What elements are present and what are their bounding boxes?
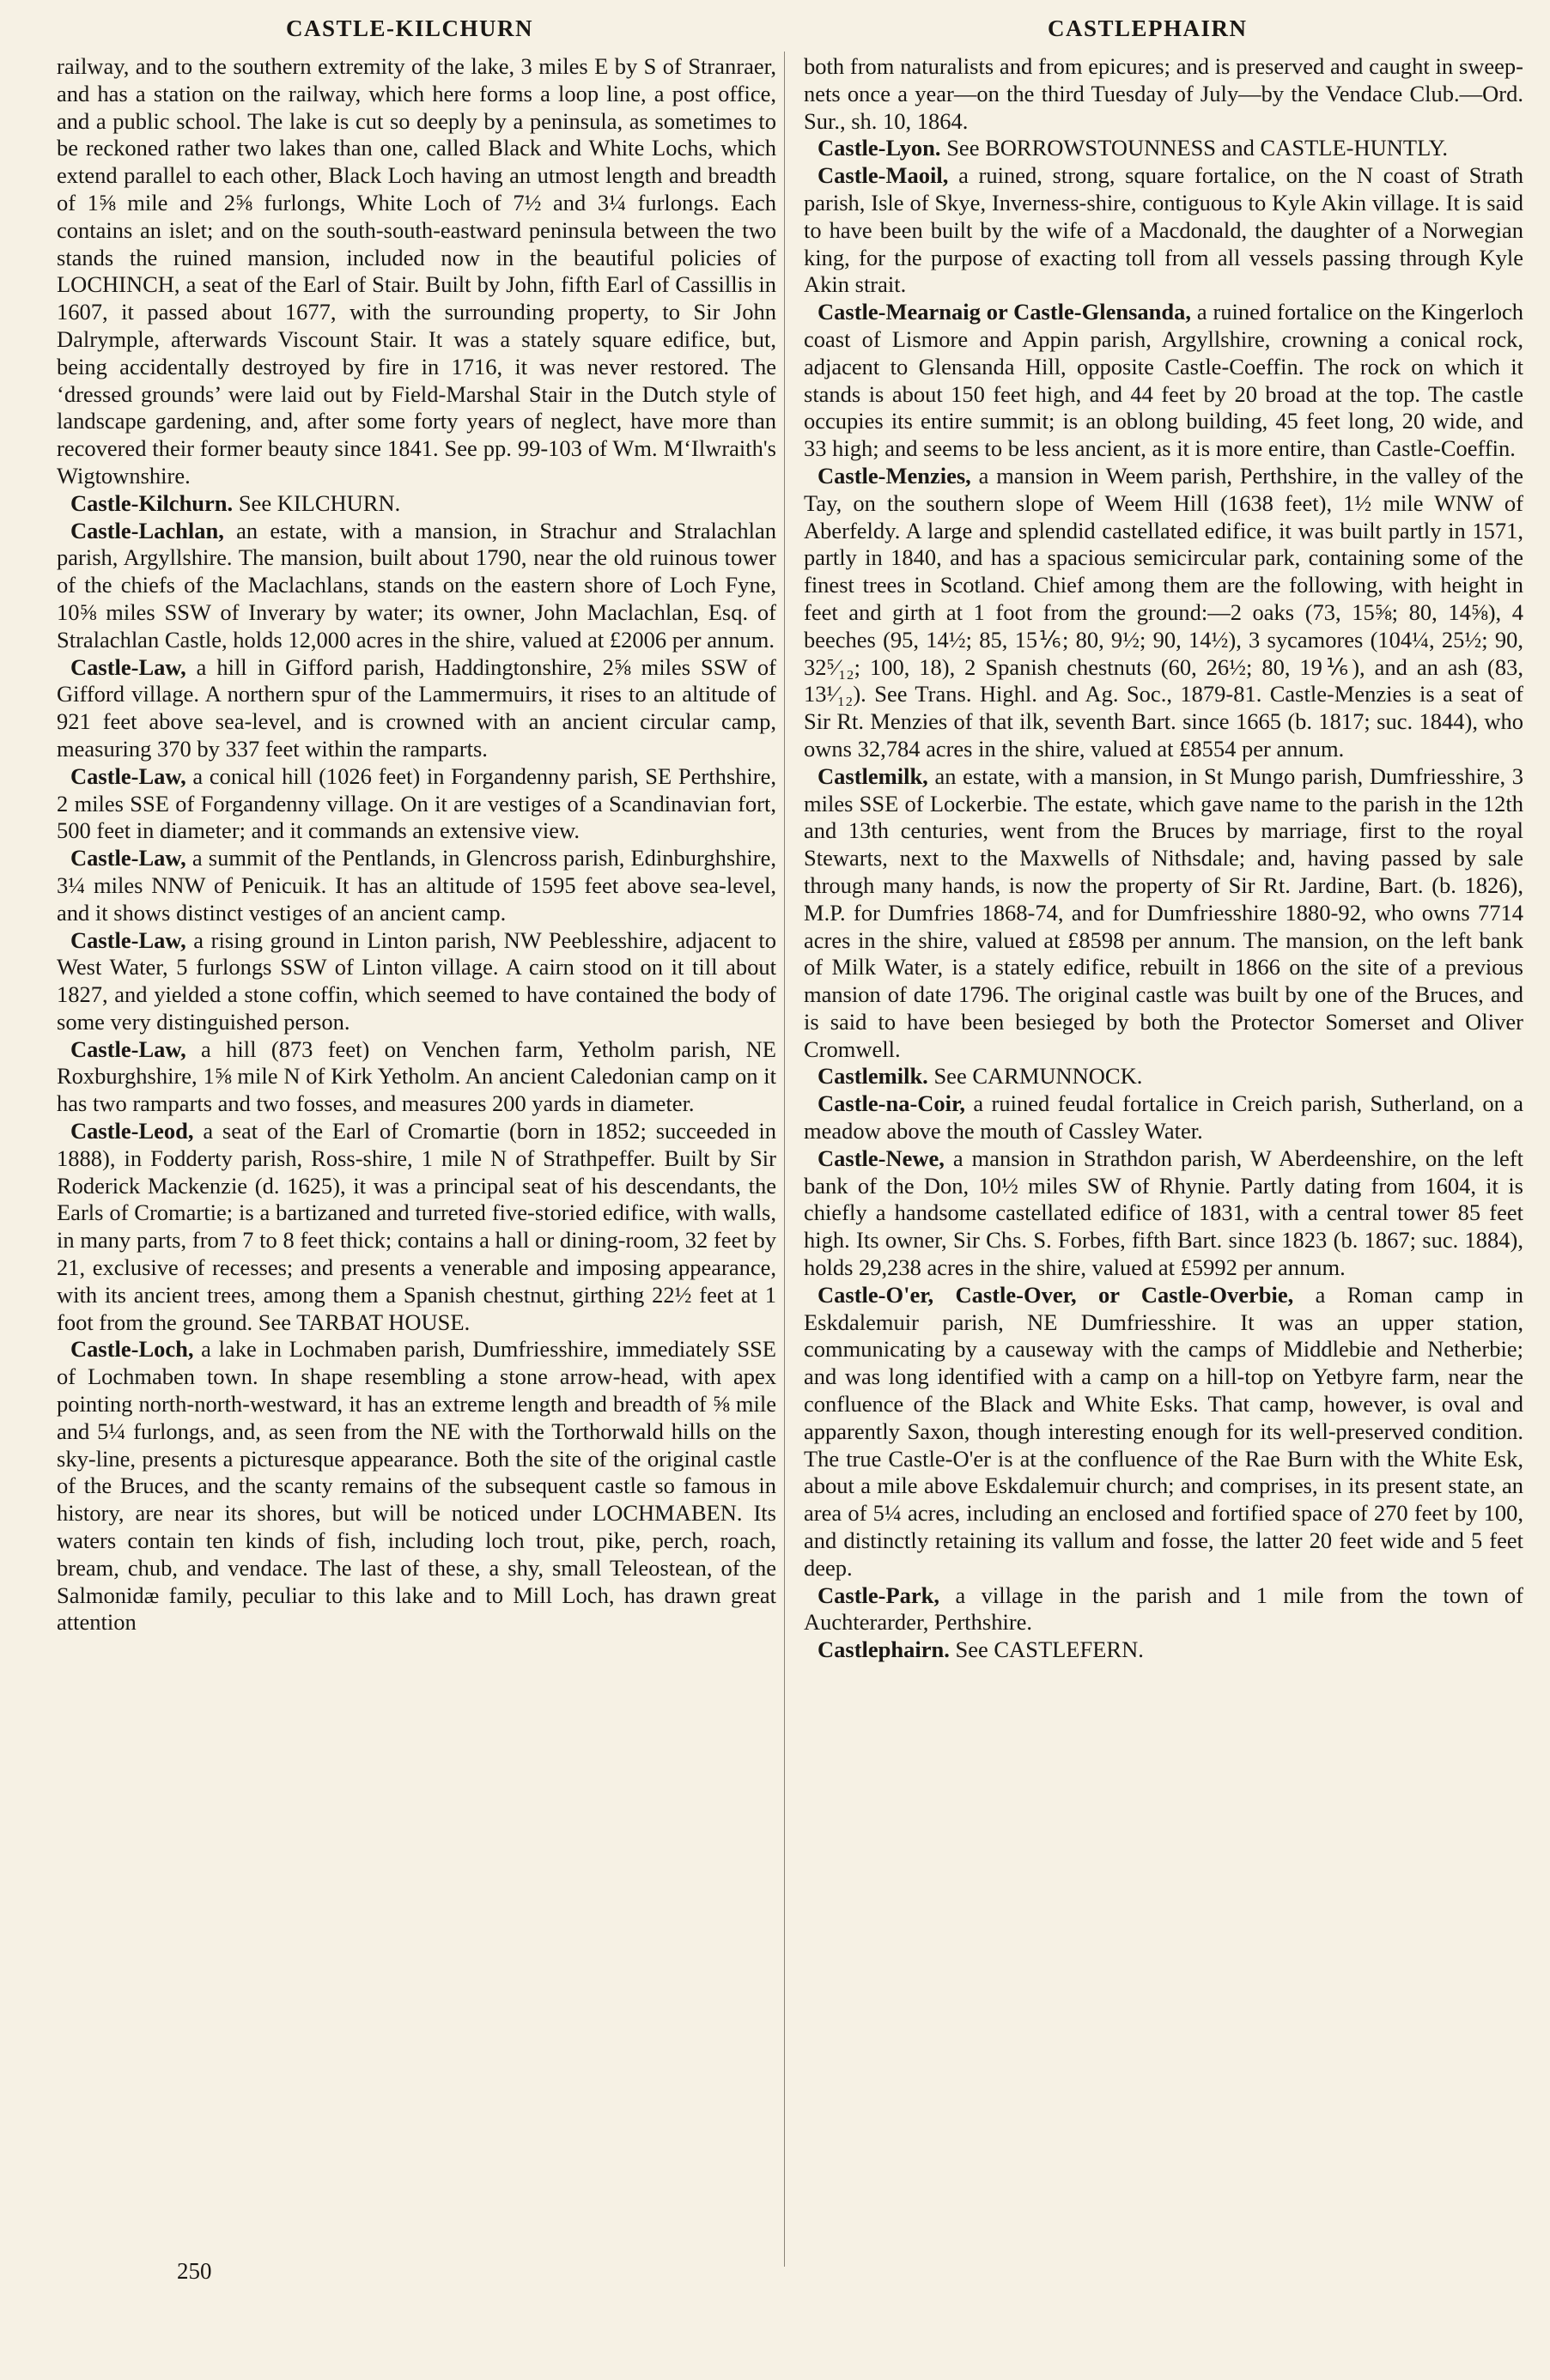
entry-term: Castle-Law, — [70, 845, 186, 871]
entry-paragraph — [804, 299, 1523, 463]
entry-text: a conical hill (1026 feet) in Forgandenny parish, SE Perthshire, 2 miles SSE of Forgandenny village. On it are vestiges of a Scandinavian fort, 500 feet in diameter; and it commands an extensive view. — [57, 762, 777, 844]
left-column — [57, 53, 776, 2286]
entry-term: Castlemilk. — [818, 1063, 928, 1090]
entry-paragraph — [57, 927, 776, 1036]
entry-text: a rising ground in Linton parish, NW Peeblesshire, adjacent to West Water, 5 furlongs SSW of Linton village. A cairn stood on it till about 1827, and yielded a stone coffin, which seemed to have contained the body of some very distinguished person. — [57, 926, 776, 1035]
entry-term: Castle-Leod, — [70, 1118, 194, 1144]
entry-term: Castle-Law, — [70, 653, 186, 680]
entry-term: Castle-Lachlan, — [70, 517, 224, 543]
right-column — [804, 53, 1523, 2286]
entry-text: a hill in Gifford parish, Haddingtonshire, 2⅝ miles SSW of Gifford village. A northern spur of the Lammermuirs, it rises to an altitude of 921 feet above sea-level, and is crowned with an ancient circular camp, measuring 370 by 337 feet within the ramparts. — [57, 653, 776, 762]
entry-term: Castle-Loch, — [70, 1336, 194, 1363]
entry-term: Castle-Maoil, — [818, 162, 949, 189]
entry-paragraph — [804, 53, 1523, 135]
entry-term: Castle-O'er, Castle-Over, or Castle-Overbie, — [818, 1281, 1294, 1308]
entry-term: Castle-Lyon. — [818, 135, 941, 161]
page-number: 250 — [177, 2258, 212, 2284]
entry-paragraph — [804, 1282, 1523, 1582]
entry-text: a village in the parish and 1 mile from the town of Auchterarder, Perthshire. — [804, 1582, 1524, 1636]
entry-paragraph — [804, 763, 1523, 1064]
entry-term: Castle-Kilchurn. — [70, 489, 234, 516]
entry-text: a lake in Lochmaben parish, Dumfriesshire, immediately SSE of Lochmaben town. In shape resembling a stone arrow-head, with apex pointing north-north-westward, it has an extreme length and breadth of ⅝ mile and 5¼ furlongs, and, as seen from the NE with the Torthorwald hills on the sky-line, presents a picturesque appearance. Both the site of the original castle of the Bruces, and the scanty remains of the subsequent castle so famous in history, are near its shores, but will be noticed under LOCHMABEN. Its waters contain ten kinds of fish, including loch trout, pike, perch, roach, bream, chub, and vendace. The last of these, a shy, small Teleostean, of the Salmonidæ family, peculiar to this lake and to Mill Loch, has drawn great attention — [57, 1336, 776, 1636]
entry-paragraph — [804, 1582, 1523, 1637]
entry-paragraph — [57, 763, 776, 845]
entry-paragraph — [804, 135, 1523, 162]
entry-term: Castle-Newe, — [818, 1144, 945, 1171]
entry-text: a seat of the Earl of Cromartie (born in 1852; succeeded in 1888), in Fodderty parish, Ross-shire, 1 mile N of Strathpeffer. Built by Sir Roderick Mackenzie (d. 1625), it was a principal seat of his descendants, the Earls of Cromartie; is a bartizaned and turreted five-storied edifice, with walls, in many parts, from 7 to 8 feet thick; contains a hall or dining-room, 32 feet by 21, exclusive of recesses; and presents a venerable and imposing appearance, with its ancient trees, among them a Spanish chestnut, girthing 22½ feet at 1 foot from the ground. See TARBAT HOUSE. — [57, 1118, 776, 1335]
entry-paragraph — [57, 53, 776, 490]
entry-text: See CARMUNNOCK. — [933, 1063, 1143, 1090]
entry-paragraph — [57, 518, 776, 654]
entry-text: a mansion in Strathdon parish, W Aberdeenshire, on the left bank of the Don, 10½ miles SW of Rhynie. Partly dating from 1604, it is chiefly a handsome castellated edifice of 1831, with a central tower 85 feet high. Its owner, Sir Chs. S. Forbes, fifth Bart. since 1823 (b. 1867; suc. 1884), holds 29,238 acres in the shire, valued at £5992 per annum. — [804, 1144, 1524, 1281]
entry-term: Castle-Menzies, — [818, 462, 971, 489]
entry-paragraph — [57, 1118, 776, 1336]
entry-term: Castle-Law, — [70, 926, 186, 953]
entry-text: See KILCHURN. — [238, 489, 401, 516]
entry-text: railway, and to the southern extremity of the lake, 3 miles E by S of Stranraer, and has a station on the railway, which here forms a loop line, a post office, and a public school. The lake is cut so deeply by a peninsula, as sometimes to be reckoned rather two lakes than one, called Black and White Lochs, which extend parallel to each other, Black Loch having an utmost length and breadth of 1⅝ mile and 2⅝ furlongs, White Loch of 7½ and 3¼ furlongs. Each contains an islet; and on the south-south-eastward peninsula between the two stands the ruined mansion, included now in the beautiful policies of LOCHINCH, a seat of the Earl of Stair. Built by John, fifth Earl of Cassillis in 1607, it passed about 1677, with the surrounding property, to Sir John Dalrymple, afterwards Viscount Stair. It was a stately square edifice, but, being accidentally destroyed by fire in 1716, it was never restored. The ‘dressed grounds’ were laid out by Field-Marshal Stair in the Dutch style of landscape gardening, and, after some forty years of neglect, have more than recovered their former beauty since 1841. See pp. 99-103 of Wm. M‘Ilwraith's Wigtownshire. — [57, 53, 776, 489]
entry-text: both from naturalists and from epicures; and is preserved and caught in sweep-nets once a year—on the third Tuesday of July—by the Vendace Club.—Ord. Sur., sh. 10, 1864. — [804, 53, 1523, 134]
entry-term: Castle-Park, — [818, 1582, 940, 1608]
entry-text: See BORROWSTOUNNESS and CASTLE-HUNTLY. — [946, 135, 1448, 161]
entry-paragraph — [804, 1636, 1523, 1664]
column-divider — [784, 52, 785, 2267]
entry-text: an estate, with a mansion, in Strachur and Stralachlan parish, Argyllshire. The mansion, built about 1790, near the old ruinous tower of the chiefs of the Maclachlans, stands on the eastern shore of Loch Fyne, 10⅝ miles SSW of Inverary by water; its owner, John Maclachlan, Esq. of Stralachlan Castle, holds 12,000 acres in the shire, valued at £2006 per annum. — [57, 517, 777, 653]
entry-term: Castlemilk, — [818, 762, 928, 789]
entry-text: a hill (873 feet) on Venchen farm, Yetholm parish, NE Roxburghshire, 1⅝ mile N of Kirk Yetholm. An ancient Caledonian camp on it has two ramparts and two fosses, and measures 200 yards in diameter. — [57, 1035, 776, 1117]
entry-term: Castle-Law, — [70, 1035, 186, 1062]
entry-text: a Roman camp in Eskdalemuir parish, NE Dumfriesshire. It was an upper station, communicating by a causeway with the camps of Middlebie and Netherbie; and was long identified with a camp on a hill-top on Yetbyre farm, near the confluence of the Black and White Esks. That camp, however, is oval and apparently Saxon, though interesting enough for its well-preserved condition. The true Castle-O'er is at the confluence of the Rae Burn with the White Esk, about a mile above Eskdalemuir church; and comprises, in its present state, an area of 5¼ acres, including an enclosed and fortified space of 270 feet by 100, and distinctly retaining its vallum and fosse, the latter 20 feet wide and 5 feet deep. — [804, 1281, 1524, 1581]
entry-paragraph — [804, 1090, 1523, 1145]
entry-text: See CASTLEFERN. — [955, 1636, 1144, 1663]
entry-paragraph — [57, 1336, 776, 1636]
entry-text: a ruined fortalice on the Kingerloch coast of Lismore and Appin parish, Argyllshire, crowning a conical rock, adjacent to Glensanda Hill, opposite Castle-Coeffin. The rock on which it stands is about 150 feet high, and 44 feet by 20 broad at the top. The castle occupies its entire summit; is an oblong building, 45 feet long, 20 wide, and 33 high; and seems to be less ancient, as it is more entire, than Castle-Coeffin. — [804, 299, 1523, 462]
header-left-title: CASTLE-KILCHURN — [286, 15, 534, 41]
entry-paragraph — [57, 845, 776, 926]
entry-text: a mansion in Weem parish, Perthshire, in the valley of the Tay, on the southern slope of Weem Hill (1638 feet), 1½ mile WNW of Aberfeldy. A large and splendid castellated edifice, it was built partly in 1571, partly in 1840, and has a spacious semicircular park, containing some of the finest trees in Scotland. Chief among them are the following, with height in feet and girth at 1 foot from the ground:—2 oaks (73, 15⅝; 80, 14⅝), 4 beeches (95, 14½; 85, 15⅙; 80, 9½; 90, 14½), 3 sycamores (104¼, 25½; 90, 32⁵⁄₁₂; 100, 18), 2 Spanish chestnuts (60, 26½; 80, 19⅙), and an ash (83, 13¹⁄₁₂). See Trans. Highl. and Ag. Soc., 1879-81. Castle-Menzies is a seat of Sir Rt. Menzies of that ilk, seventh Bart. since 1665 (b. 1817; suc. 1844), who owns 32,784 acres in the shire, valued at £8554 per annum. — [804, 462, 1524, 762]
entry-paragraph — [804, 1063, 1523, 1090]
entry-paragraph — [804, 1145, 1523, 1282]
entry-paragraph — [804, 162, 1523, 299]
entry-paragraph — [57, 654, 776, 763]
entry-paragraph — [57, 490, 776, 518]
entry-paragraph — [57, 1036, 776, 1118]
entry-term: Castlephairn. — [818, 1636, 950, 1663]
entry-text: a ruined feudal fortalice in Creich parish, Sutherland, on a meadow above the mouth of Cassley Water. — [804, 1090, 1524, 1144]
entry-text: a summit of the Pentlands, in Glencross parish, Edinburghshire, 3¼ miles NNW of Penicuik. It has an altitude of 1595 feet above sea-level, and it shows distinct vestiges of an ancient camp. — [57, 845, 777, 926]
entry-term: Castle-na-Coir, — [818, 1090, 965, 1117]
entry-text: an estate, with a mansion, in St Mungo parish, Dumfriesshire, 3 miles SSE of Lockerbie. The estate, which gave name to the parish in the 12th and 13th centuries, went from the Bruces by marriage, first to the royal Stewarts, next to the Maxwells of Nithsdale; and, having passed by sale through many hands, is now the property of Sir Rt. Jardine, Bart. (b. 1826), M.P. for Dumfries 1868-74, and for Dumfriesshire 1880-92, who owns 7714 acres in the shire, valued at £8598 per annum. The mansion, on the left bank of Milk Water, is a stately edifice, rebuilt in 1866 on the site of a previous mansion of date 1796. The original castle was built by one of the Bruces, and is said to have been besieged by both the Protector Somerset and Oliver Cromwell. — [804, 762, 1523, 1062]
header-right-title: CASTLEPHAIRN — [1048, 15, 1248, 41]
entry-term: Castle-Law, — [70, 762, 186, 789]
entry-paragraph — [804, 463, 1523, 763]
entry-text: a ruined, strong, square fortalice, on the N coast of Strath parish, Isle of Skye, Inverness-shire, contiguous to Kyle Akin village. It is said to have been built by the wife of a Macdonald, the daughter of a Norwegian king, for the purpose of exacting toll from all vessels passing through Kyle Akin strait. — [804, 162, 1524, 298]
running-header — [0, 15, 1550, 50]
entry-term: Castle-Mearnaig or Castle-Glensanda, — [818, 299, 1191, 325]
